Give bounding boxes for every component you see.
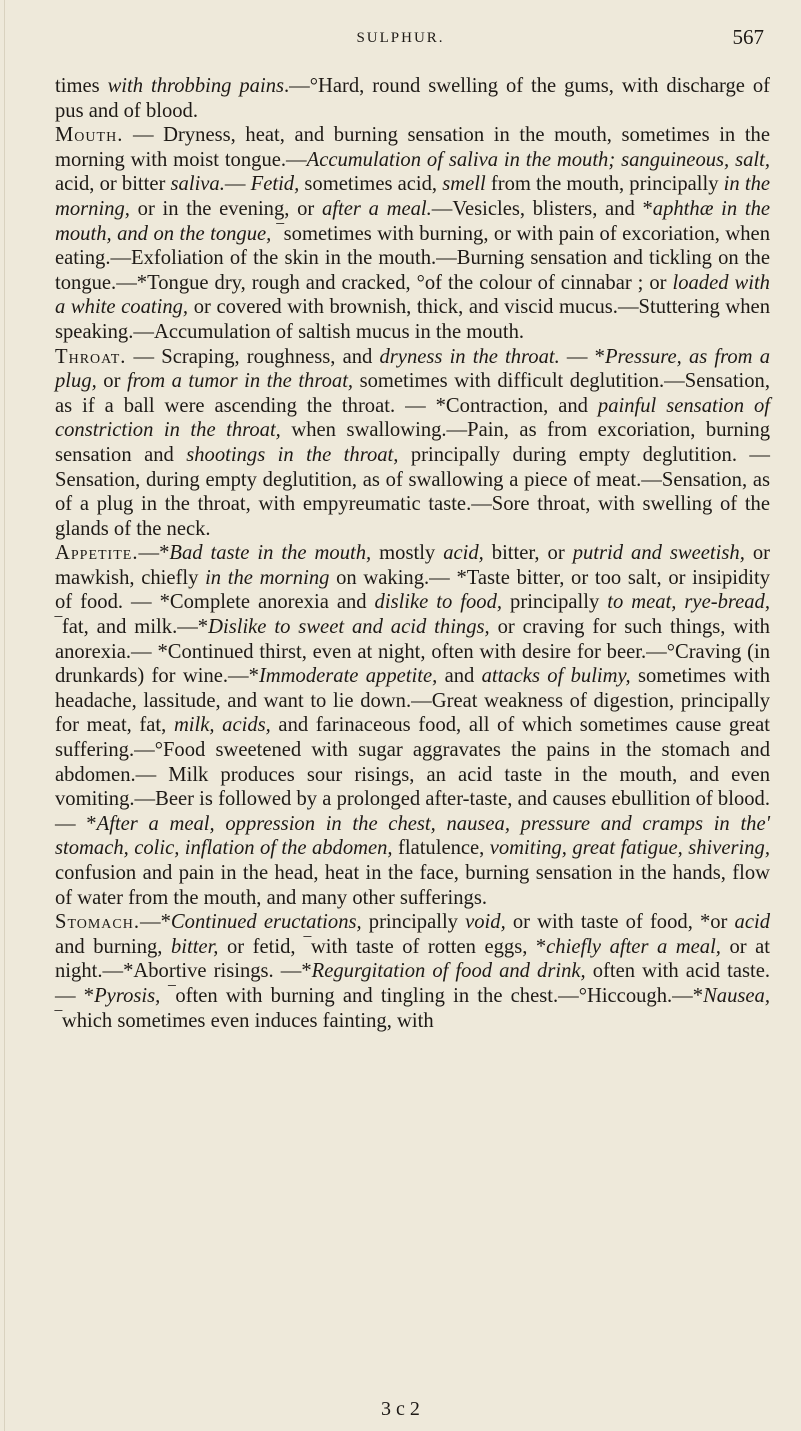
- symptom-text: —*: [140, 911, 171, 934]
- page-header: [0, 25, 801, 58]
- symptom-text: sometimes with difficult deglutition.—Sensation, as if a ball were ascending the throat. — *Contraction, and: [55, 370, 771, 417]
- italic-symptom-text: with throbbing pains: [107, 75, 285, 97]
- symptom-text: flatulence,: [392, 837, 490, 860]
- symptom-text: —Vesicles, blisters, and *: [431, 197, 653, 220]
- paragraph-stomach: [55, 910, 770, 1033]
- symptom-text: .—°Hard, round swelling of the gums, with discharge of pus and of blood.: [55, 75, 771, 122]
- symptom-text: sometimes acid,: [299, 173, 443, 196]
- section-heading: Stomach.: [55, 911, 141, 934]
- symptom-text: confusion and pain in the head, heat in the face, burning sensation in the hands, flow of water from the mouth, and many other sufferings.: [55, 862, 770, 909]
- italic-symptom-text: acid,: [443, 542, 484, 565]
- symptom-text: —*: [138, 542, 170, 565]
- paragraph-mouth: [55, 123, 770, 344]
- italic-symptom-text: attacks of bulimy,: [481, 665, 631, 688]
- symptom-text: often with acid taste.— *: [55, 960, 770, 1007]
- italic-symptom-text: Immoderate appetite,: [258, 665, 438, 688]
- italic-symptom-text: dislike to food,: [374, 591, 503, 614]
- paragraph-appetite: [55, 541, 770, 910]
- symptom-text: principally: [361, 911, 466, 934]
- page-number: 567: [732, 25, 764, 49]
- section-heading: Throat.: [55, 345, 127, 368]
- italic-symptom-text: in the morning,: [55, 173, 771, 220]
- symptom-text: bitter, or: [483, 542, 573, 565]
- italic-symptom-text: Fetid,: [250, 173, 300, 196]
- italic-symptom-text: void,: [465, 911, 506, 934]
- symptom-text: — *: [559, 345, 605, 368]
- italic-symptom-text: from a tumor in the throat,: [126, 370, 354, 393]
- symptom-text: or fetid, ‾with taste of rotten eggs, *: [218, 935, 547, 958]
- italic-symptom-text: milk, acids,: [173, 714, 271, 737]
- symptom-text: or covered with brownish, thick, and viscid mucus.—Stuttering when speaking.—Accumulation of saltish mucus in the mouth.: [55, 296, 770, 343]
- italic-symptom-text: bitter,: [170, 935, 219, 958]
- symptom-text: or with taste of food, *or: [505, 911, 735, 934]
- symptom-text: and: [437, 665, 482, 688]
- italic-symptom-text: Dislike to sweet and acid things,: [208, 616, 490, 639]
- symptom-text: or at night.—*Abortive risings. —*: [55, 935, 770, 983]
- symptom-text: and farinaceous food, all of which sometimes cause great suffering.—°Food sweetened with sugar aggravates the pains in the stomach and abdomen.— Milk produces sour risings, an acid taste in the mouth, and even vomiting.—Beer is followed by a prolonged after-taste, and causes ebullition of blood. — *: [55, 714, 771, 835]
- italic-symptom-text: aphthæ in the mouth, and on the tongue,: [55, 197, 771, 245]
- italic-symptom-text: acid: [734, 911, 770, 934]
- italic-symptom-text: smell: [442, 173, 486, 196]
- symptom-text: principally: [502, 591, 608, 614]
- symptom-text: times: [55, 75, 108, 97]
- running-head: SULPHUR.: [356, 30, 445, 46]
- italic-symptom-text: Pressure, as from a plug,: [55, 345, 770, 393]
- italic-symptom-text: Pyrosis,: [94, 984, 161, 1007]
- symptom-text: acid, or bitter: [55, 173, 171, 196]
- symptom-text: when swallowing.—Pain, as from excoriation, burning sensation and: [55, 419, 770, 466]
- italic-symptom-text: vomiting, great fatigue, shivering,: [489, 837, 770, 860]
- italic-symptom-text: Regurgitation of food and drink,: [311, 960, 586, 983]
- symptom-text: — Scraping, roughness, and: [126, 345, 380, 368]
- symptom-text: ‾fat, and milk.—*: [55, 616, 209, 639]
- symptom-text: mostly: [371, 542, 444, 565]
- section-heading: Appetite.: [55, 542, 139, 565]
- symptom-text: ‾which sometimes even induces fainting, with: [55, 1009, 434, 1032]
- symptom-text: on waking.— *Taste bitter, or too salt, or insipidity of food. — *Complete anorexia and: [55, 566, 770, 614]
- italic-symptom-text: chiefly after a meal,: [546, 935, 721, 958]
- symptom-text: or: [96, 370, 127, 393]
- italic-symptom-text: in the morning: [205, 566, 330, 589]
- symptom-text: — Dryness, heat, and burning sensation in the mouth, sometimes in the morning with moist tongue.—: [55, 124, 770, 171]
- symptom-text: principally during empty deglutition. — Sensation, during empty deglutition, as of swallowing a piece of meat.—Sensation, as of a plug in the throat, with empyreumatic taste.—Sore throat, with swelling of the glands of the neck.: [55, 443, 771, 540]
- symptom-text: sometimes with headache, lassitude, and want to lie down.—Great weakness of digestion, principally for meat, fat,: [55, 665, 771, 737]
- symptom-text: or mawkish, chiefly: [55, 542, 770, 589]
- italic-symptom-text: Bad taste in the mouth,: [169, 542, 372, 565]
- italic-symptom-text: loaded with a white coating,: [55, 271, 770, 319]
- symptom-text: ‾often with burning and tingling in the chest.—°Hiccough.—*: [160, 984, 704, 1007]
- italic-symptom-text: saliva.: [170, 173, 225, 196]
- italic-symptom-text: to meat, rye-bread,: [607, 591, 770, 614]
- italic-symptom-text: Nausea,: [703, 984, 770, 1007]
- italic-symptom-text: Continued eructations,: [170, 911, 362, 934]
- symptom-text: or in the evening, or: [129, 197, 322, 220]
- section-heading: Mouth.: [55, 124, 124, 147]
- italic-symptom-text: after a meal.: [322, 197, 432, 220]
- paragraph-intro: [55, 74, 770, 123]
- symptom-text: —: [224, 173, 251, 196]
- symptom-text: and burning,: [55, 935, 171, 958]
- page-edge-shadow: [4, 0, 5, 1431]
- symptom-text: ‾sometimes with burning, or with pain of excoriation, when eating.—Exfoliation of the skin in the mouth.—Burning sensation and tickling on the tongue.—*Tongue dry, rough and cracked, °of the colour of cinnabar ; or: [55, 222, 770, 294]
- body-text: [55, 74, 770, 1033]
- italic-symptom-text: dryness in the throat.: [379, 345, 560, 368]
- symptom-text: or craving for such things, with anorexia.— *Continued thirst, even at night, often with desire for beer.—°Craving (in drunkards) for wine.—*: [55, 616, 770, 688]
- signature-mark: 3 c 2: [381, 1398, 420, 1420]
- italic-symptom-text: After a meal, oppression in the chest, nausea, pressure and cramps in the' stomach, colic, inflation of the abdomen,: [55, 812, 771, 860]
- paragraph-throat: [55, 345, 770, 542]
- italic-symptom-text: putrid and sweetish,: [572, 542, 745, 565]
- italic-symptom-text: Accumulation of saliva in the mouth; sanguineous, salt,: [306, 148, 770, 171]
- symptom-text: from the mouth, principally: [485, 173, 724, 196]
- italic-symptom-text: painful sensation of constriction in the throat,: [55, 394, 770, 442]
- italic-symptom-text: shootings in the throat,: [186, 443, 399, 466]
